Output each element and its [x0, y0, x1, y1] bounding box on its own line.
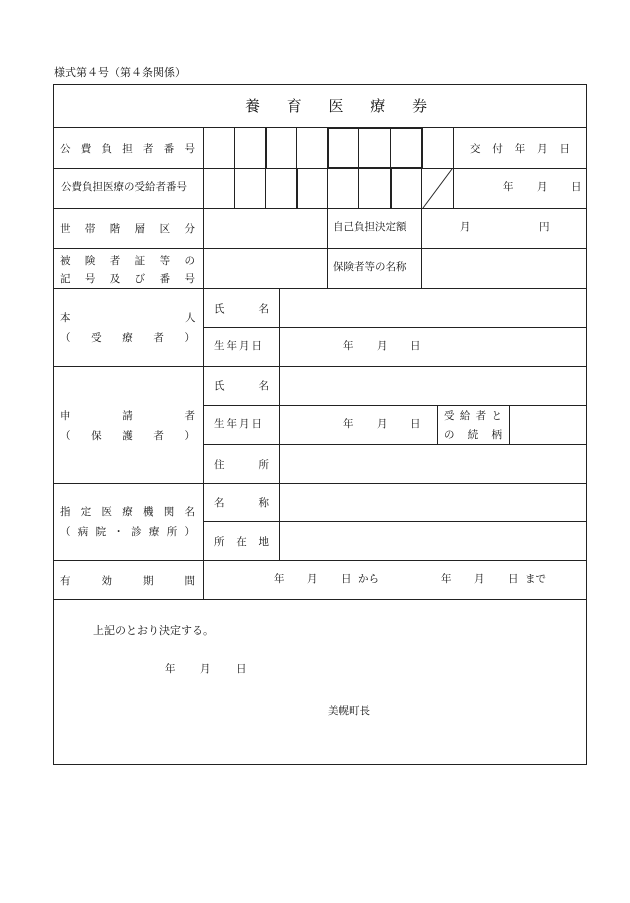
decision-year: 年 [165, 663, 176, 675]
facility-label-line2: （ 病 院 ・ 診 療 所 ） [60, 526, 195, 538]
self-pay-month: 月 [460, 221, 471, 233]
patient-label-b: 人 [185, 312, 196, 324]
patient-birth-year: 年 [343, 340, 354, 352]
relation-label-line1: 受 給 者 と [444, 410, 502, 422]
decision-day: 日 [236, 663, 247, 675]
applicant-label-line2: （ 保 護 者 ） [60, 430, 195, 442]
patient-label-a: 本 [60, 312, 71, 324]
issue-date-month: 月 [537, 181, 548, 193]
public-payer-number-label: 公 費 負 担 者 番 号 [60, 143, 195, 155]
recipient-number-label: 公費負担医療の受給者番号 [61, 181, 187, 193]
valid-from-month: 月 [307, 573, 318, 585]
insured-label-line1: 被 険 者 証 等 の [60, 255, 195, 267]
insured-label-line2: 記 号 及 び 番 号 [60, 273, 195, 285]
patient-birth-day: 日 [410, 340, 421, 352]
form-title: 養 育 医 療 券 [245, 97, 439, 115]
patient-name-label: 氏 名 [214, 303, 269, 315]
valid-from-day: 日 [341, 573, 352, 585]
applicant-birth-month: 月 [377, 418, 388, 430]
applicant-label-line1: 申 請 者 [60, 410, 195, 422]
facility-label-line1: 指 定 医 療 機 関 名 [60, 506, 195, 518]
issue-date-year: 年 [503, 181, 514, 193]
validity-label: 有 効 期 間 [60, 575, 195, 587]
applicant-birthdate-label: 生年月日 [214, 418, 264, 430]
form-caption: 様式第４号（第４条関係） [54, 66, 186, 79]
applicant-address-label: 住 所 [214, 459, 269, 471]
issue-date-day: 日 [571, 181, 582, 193]
insurer-name-label: 保険者等の名称 [333, 261, 407, 273]
decision-statement: 上記のとおり決定する。 [93, 624, 214, 637]
facility-location-label: 所 在 地 [214, 536, 269, 548]
valid-from-year: 年 [274, 573, 285, 585]
valid-until-year: 年 [441, 573, 452, 585]
applicant-birth-day: 日 [410, 418, 421, 430]
household-class-label: 世 帯 階 層 区 分 [60, 223, 195, 235]
relation-label-line2: の 続 柄 [444, 429, 502, 441]
self-pay-amount-label: 自己負担決定額 [333, 221, 407, 233]
self-pay-yen: 円 [539, 221, 550, 233]
valid-until-suffix: まで [525, 573, 546, 585]
valid-until-month: 月 [474, 573, 485, 585]
issuer-name: 美幌町長 [328, 705, 370, 717]
patient-label-line2: （ 受 療 者 ） [60, 332, 195, 344]
valid-until-day: 日 [508, 573, 519, 585]
issue-date-label: 交 付 年 月 日 [470, 143, 570, 155]
facility-name-label: 名 称 [214, 497, 269, 509]
patient-birth-month: 月 [377, 340, 388, 352]
decision-month: 月 [200, 663, 211, 675]
valid-from-suffix: から [358, 573, 379, 585]
diagonal-slash [422, 168, 453, 209]
applicant-name-label: 氏 名 [214, 380, 269, 392]
applicant-birth-year: 年 [343, 418, 354, 430]
patient-birthdate-label: 生年月日 [214, 340, 264, 352]
